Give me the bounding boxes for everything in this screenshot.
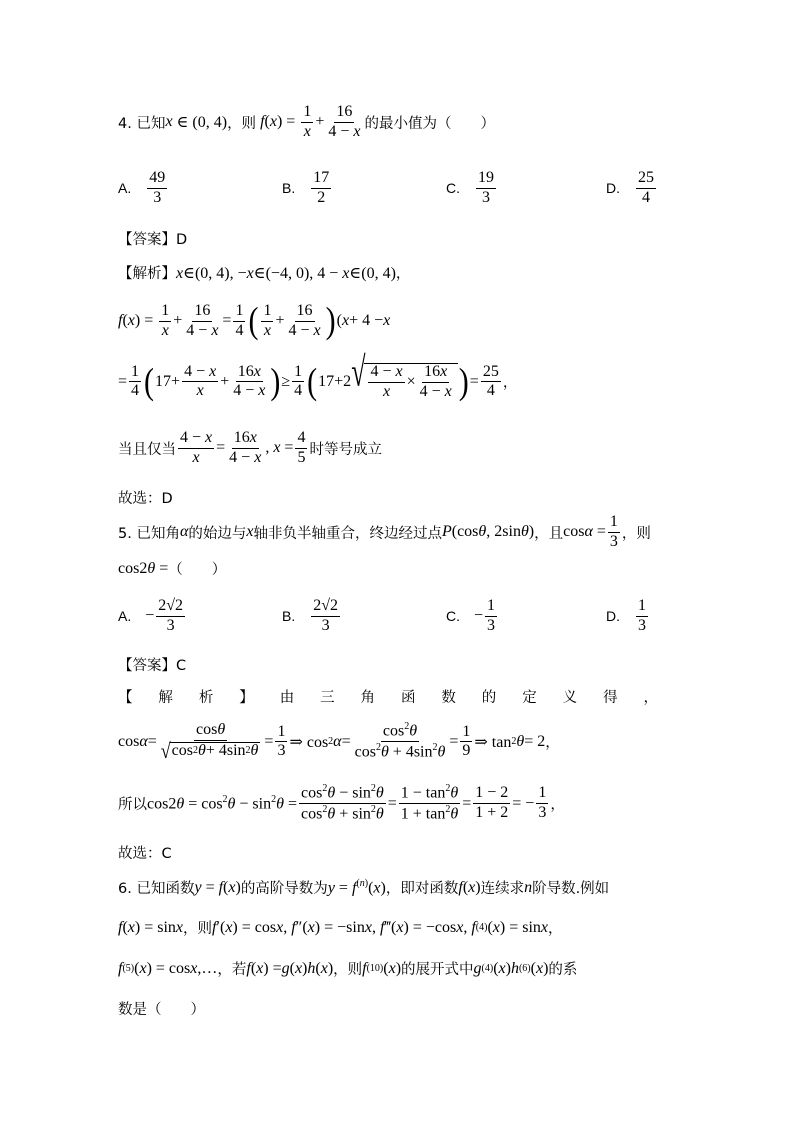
q4-analysis-line1: 【解析】 x∈(0, 4), −x∈(−4, 0), 4 − x∈(0, 4) ， — [118, 264, 411, 282]
q5-analysis-head: 【 解 析 】 由 三 角 函 数 的 定 义 得 ， — [118, 690, 658, 706]
q4-option-a: A. $\frac{49}{3}$ — [118, 169, 166, 206]
q4-analysis-line4: 当且仅当 $\frac{4 - x}{x}$ = $\frac{16x}{4 - x}$ , x = $\frac{4}{5}$ 时等号成立 — [118, 429, 382, 466]
q4-option-c: C. $\frac{19}{3}$ — [446, 169, 494, 206]
q4-analysis-line3: = $\frac{1}{4}$ ( 17+ $\frac{4 - x}{x}$ + $\frac{16x}{4 - x}$ ) ≥ $\frac{1}{4}$ ( 17+2 √ $\frac{4 - x}{x}$ × $\frac{16x}{4 - x}$ ) = $\frac{25}{4}$ ， — [118, 348, 518, 402]
q5-option-a: A. − $\frac{2√2}{3}$ — [118, 597, 184, 634]
q5-stem-line2: cos2θ = （ ） — [118, 559, 227, 578]
q5-option-d: D. $\frac{1}{3}$ — [606, 597, 646, 634]
q5-analysis-line2: 所以 $\cos 2\theta = \cos^2\theta - \sin^2\theta$ = $\frac{\cos^2\theta - \sin^2\theta}{\cos^2\theta + \sin^2\theta}$ = $\frac{1 - \tan^2\theta}{1 + \tan^2\theta}$ = $\frac{1 - 2}{1 + 2}$ = − $\frac{1}{3}$ ， — [118, 783, 565, 823]
q6-line3: f (5) ( x ) = cos x ,… ，若 f ( x ) = g ( x ) h ( x ) ，则 f (10) ( x ) 的展开式中 g (4) ( x ) h (6) ( x ) 的系 — [118, 959, 578, 978]
q4-stem: 4. 已知 x ∈ (0, 4) ，则 f(x) = $\frac{1}{x}$ + $\frac{16}{4 - x}$ 的最小值为（ ） — [118, 103, 495, 140]
q6-line4: 数是（ ） — [118, 1002, 205, 1018]
q4-option-d: D. $\frac{25}{4}$ — [606, 169, 654, 206]
q4-option-b: B. $\frac{17}{2}$ — [282, 169, 330, 206]
q5-stem-line1: 5. 已知角 α 的始边与 x 轴非负半轴重合，终边经过点 P(cosθ, 2sinθ) ，且 cosα = $\frac{1}{3}$ ，则 — [118, 513, 651, 550]
q5-option-c: C. − $\frac{1}{3}$ — [446, 597, 496, 634]
q6-line1: 6. 已知函数 y = f(x) 的高阶导数为 $y = f^{(n)}(x)$ ，即对函数 f(x) 连续求 n 阶导数.例如 — [118, 877, 610, 897]
q5-analysis-line1: cos α = cosθ √ cos 2 θ + 4sin 2 θ = $\frac{1}{3}$ ⇒ cos 2 α = $\frac{\cos^2\theta}{\cos^2\theta + 4\sin^2\theta}$ = $\frac{1}{9}$ ⇒ tan 2 θ = 2 ， — [118, 721, 560, 763]
q5-option-b: B. $\frac{2√2}{3}$ — [282, 597, 339, 634]
q6-line2: f ( x ) = sin x ，则 f ′( x ) = cos x , f ″( x ) = −sin x , f ‴( x ) = −cos x , f (4) ( x ) = sin x ， — [118, 918, 563, 937]
q4-analysis-line2: f ( x ) = $\frac{1}{x}$ + $\frac{16}{4 - x}$ = $\frac{1}{4}$ ( $\frac{1}{x}$ + $\frac{16}{4 - x}$ ) ( x + 4 − x — [118, 300, 391, 342]
q4-conclusion: 故选：D — [118, 491, 173, 507]
q5-answer: 【答案】C — [118, 658, 187, 674]
q4-answer: 【答案】D — [118, 232, 188, 248]
q5-conclusion: 故选：C — [118, 846, 172, 862]
